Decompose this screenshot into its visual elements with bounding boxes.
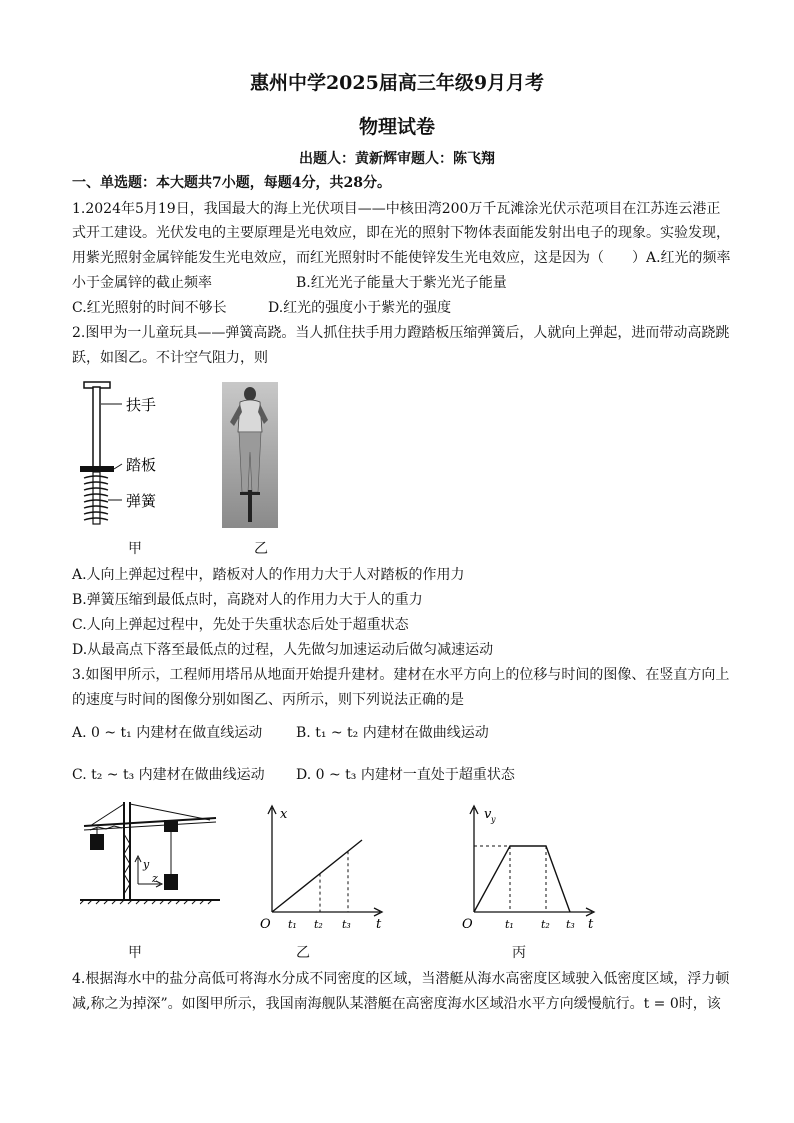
tower-crane-diagram <box>80 800 220 912</box>
graph-yi-tick-t3: t₃ <box>342 918 351 931</box>
q2-option-a: A.人向上弹起过程中，踏板对人的作用力大于人对踏板的作用力 <box>72 567 465 583</box>
graph-vy-t <box>460 800 600 936</box>
q1-option-b: B.红光光子能量大于紫光光子能量 <box>296 275 507 291</box>
section-heading: 一、单选题：本大题共7小题，每题4分，共28分。 <box>72 175 391 191</box>
q3-option-b: B. t₁ ~ t₂ 内建材在做曲线运动 <box>296 725 489 741</box>
q2-line-1: 2.图甲为一儿童玩具——弹簧高跷。当人抓住扶手用力蹬踏板压缩弹簧后，人就向上弹起，进而带动高跷跳 <box>72 325 730 341</box>
subject-title: 物理试卷 <box>358 116 435 138</box>
graph-bing-ylabel: v <box>484 807 492 822</box>
q2-caption-jia: 甲 <box>128 541 142 557</box>
q1-line-3: 用紫光照射金属锌能发生光电效应，而红光照射时不能使锌发生光电效应，这是因为（ ）A.红光的频率 <box>72 250 731 266</box>
q2-option-c: C.人向上弹起过程中，先处于失重状态后处于超重状态 <box>72 617 409 633</box>
q2-caption-yi: 乙 <box>254 541 268 557</box>
q2-line-2: 跃，如图乙。不计空气阻力，则 <box>72 350 268 366</box>
pogo-jump-photo <box>222 382 278 528</box>
q3-option-a: A. 0 ~ t₁ 内建材在做直线运动 <box>72 725 263 741</box>
crane-axis-z: z <box>152 872 158 885</box>
q1-line-1: 1.2024年5月19日，我国最大的海上光伏项目——中核田湾200万千瓦滩涂光伏示范项目在江苏连云港正 <box>72 201 721 217</box>
graph-x-t <box>258 800 388 936</box>
label-spring: 弹簧 <box>126 492 157 510</box>
graph-bing-tick-t1: t₁ <box>505 918 514 931</box>
q1-option-c: C.红光照射的时间不够长 <box>72 300 227 316</box>
exam-title: 惠州中学2025届高三年级9月月考 <box>249 72 545 94</box>
q3-option-d: D. 0 ~ t₃ 内建材一直处于超重状态 <box>296 767 515 783</box>
q2-option-b: B.弹簧压缩到最低点时，高跷对人的作用力大于人的重力 <box>72 592 423 608</box>
q3-line-1: 3.如图甲所示，工程师用塔吊从地面开始提升建材。建材在水平方向上的位移与时间的图像、在竖直方向上 <box>72 667 730 683</box>
graph-yi-ylabel: x <box>280 807 288 822</box>
graph-yi-tick-t1: t₁ <box>288 918 297 931</box>
q4-line-1: 4.根据海水中的盐分高低可将海水分成不同密度的区域，当潜艇从海水高密度区域驶入低密度区域，浮力顿 <box>72 971 730 987</box>
pogo-stick-diagram <box>74 378 194 530</box>
graph-bing-tick-t2: t₂ <box>541 918 550 931</box>
q1-option-a-tail: 小于金属锌的截止频率 <box>72 275 212 291</box>
graph-yi-xlabel: t <box>376 917 382 932</box>
graph-bing-xlabel: t <box>588 917 594 932</box>
q4-line-2: 减,称之为掉深”。如图甲所示，我国南海舰队某潜艇在高密度海水区域沿水平方向缓慢航行。t = 0时，该 <box>72 996 721 1012</box>
graph-bing-tick-t3: t₃ <box>566 918 575 931</box>
graph-bing-ylabel-sub: y <box>491 815 496 824</box>
q3-option-c: C. t₂ ~ t₃ 内建材在做曲线运动 <box>72 767 265 783</box>
q1-option-d: D.红光的强度小于紫光的强度 <box>268 300 452 316</box>
q2-option-d: D.从最高点下落至最低点的过程，人先做匀加速运动后做匀减速运动 <box>72 642 494 658</box>
q3-caption-jia: 甲 <box>128 945 142 961</box>
label-pedal: 踏板 <box>126 456 157 474</box>
q3-caption-yi: 乙 <box>296 945 310 961</box>
graph-bing-origin: O <box>462 917 473 932</box>
q3-caption-bing: 丙 <box>512 945 526 961</box>
authors-line: 出题人：黄新辉审题人：陈飞翔 <box>299 151 495 167</box>
graph-yi-origin: O <box>260 917 271 932</box>
q1-line-2: 式开工建设。光伏发电的主要原理是光电效应，即在光的照射下物体表面能发射出电子的现象。实验发现， <box>72 225 730 241</box>
q3-line-2: 的速度与时间的图像分别如图乙、丙所示，则下列说法正确的是 <box>72 692 464 708</box>
crane-axis-y: y <box>143 858 150 871</box>
graph-yi-tick-t2: t₂ <box>314 918 323 931</box>
label-handle: 扶手 <box>126 396 157 414</box>
